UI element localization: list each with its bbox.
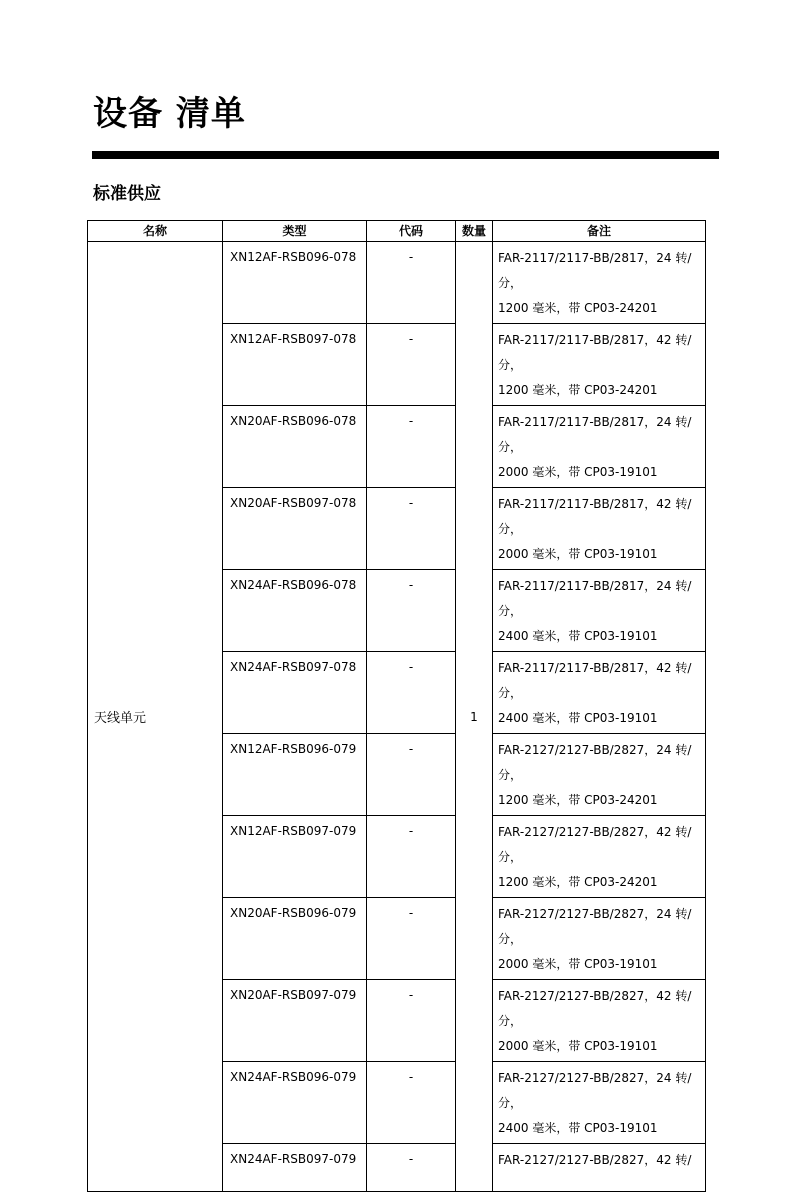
note-line: FAR-2127/2127-BB/2827，24 转/: [498, 1071, 692, 1085]
note-line: FAR-2117/2117-BB/2817，42 转/: [498, 661, 692, 675]
note-line: 2000 毫米，带 CP03-19101: [498, 1039, 658, 1053]
type-cell: XN12AF-RSB096-078: [223, 242, 367, 324]
type-cell: XN12AF-RSB096-079: [223, 734, 367, 816]
type-cell: XN20AF-RSB097-078: [223, 488, 367, 570]
note-line: 1200 毫米，带 CP03-24201: [498, 793, 658, 807]
title-divider: [92, 151, 719, 159]
equipment-table: [87, 220, 706, 1192]
type-cell: XN24AF-RSB097-079: [223, 1144, 367, 1192]
code-cell: -: [367, 1144, 456, 1192]
note-cell: [493, 570, 706, 652]
note-cell: [493, 652, 706, 734]
type-cell: XN24AF-RSB096-078: [223, 570, 367, 652]
code-cell: -: [367, 734, 456, 816]
header-name: 名称: [88, 221, 223, 242]
note-line: 2000 毫米，带 CP03-19101: [498, 957, 658, 971]
note-line: FAR-2117/2117-BB/2817，24 转/: [498, 415, 692, 429]
note-line: FAR-2127/2127-BB/2827，42 转/: [498, 989, 692, 1003]
note-cell: [493, 406, 706, 488]
note-line: 1200 毫米，带 CP03-24201: [498, 301, 658, 315]
type-cell: XN12AF-RSB097-079: [223, 816, 367, 898]
code-cell: -: [367, 652, 456, 734]
code-cell: -: [367, 570, 456, 652]
code-cell: -: [367, 816, 456, 898]
note-cell: [493, 488, 706, 570]
note-line: 1200 毫米，带 CP03-24201: [498, 383, 658, 397]
code-cell: -: [367, 324, 456, 406]
note-line: 分，: [498, 850, 523, 864]
code-cell: -: [367, 488, 456, 570]
table-header-row: [88, 221, 706, 242]
header-type: 类型: [223, 221, 367, 242]
note-cell: [493, 1062, 706, 1144]
note-line: 分，: [498, 522, 523, 536]
note-cell: [493, 980, 706, 1062]
quantity-cell: 1: [456, 242, 493, 1192]
code-cell: -: [367, 242, 456, 324]
code-cell: -: [367, 980, 456, 1062]
header-qty: 数量: [456, 221, 493, 242]
note-cell: [493, 734, 706, 816]
type-cell: XN20AF-RSB097-079: [223, 980, 367, 1062]
note-line: 2400 毫米，带 CP03-19101: [498, 711, 658, 725]
note-line: 2400 毫米，带 CP03-19101: [498, 629, 658, 643]
note-cell: [493, 1144, 706, 1192]
note-line: 1200 毫米，带 CP03-24201: [498, 875, 658, 889]
note-line: FAR-2117/2117-BB/2817，24 转/: [498, 251, 692, 265]
note-line: 分，: [498, 358, 523, 372]
note-line: FAR-2127/2127-BB/2827，24 转/: [498, 743, 692, 757]
table-row: [88, 242, 706, 324]
note-cell: [493, 242, 706, 324]
table-body: [88, 242, 706, 1192]
code-cell: -: [367, 1062, 456, 1144]
note-line: 2000 毫米，带 CP03-19101: [498, 465, 658, 479]
note-cell: [493, 816, 706, 898]
note-line: 分，: [498, 440, 523, 454]
code-cell: -: [367, 898, 456, 980]
note-line: 分，: [498, 1014, 523, 1028]
note-line: 分，: [498, 276, 523, 290]
equipment-name-cell: 天线单元: [88, 242, 223, 1192]
note-line: FAR-2117/2117-BB/2817，24 转/: [498, 579, 692, 593]
note-line: FAR-2127/2127-BB/2827，42 转/: [498, 1153, 692, 1167]
type-cell: XN24AF-RSB097-078: [223, 652, 367, 734]
note-line: 2400 毫米，带 CP03-19101: [498, 1121, 658, 1135]
type-cell: XN20AF-RSB096-079: [223, 898, 367, 980]
note-line: 分，: [498, 768, 523, 782]
note-cell: [493, 898, 706, 980]
header-note: 备注: [493, 221, 706, 242]
note-cell: [493, 324, 706, 406]
section-title: 标准供应: [93, 184, 161, 204]
note-line: FAR-2117/2117-BB/2817，42 转/: [498, 333, 692, 347]
page-title: 设备 清单: [93, 94, 246, 134]
note-line: FAR-2127/2127-BB/2827，24 转/: [498, 907, 692, 921]
note-line: 分，: [498, 932, 523, 946]
type-cell: XN24AF-RSB096-079: [223, 1062, 367, 1144]
note-line: 分，: [498, 1096, 523, 1110]
code-cell: -: [367, 406, 456, 488]
note-line: FAR-2117/2117-BB/2817，42 转/: [498, 497, 692, 511]
note-line: FAR-2127/2127-BB/2827，42 转/: [498, 825, 692, 839]
type-cell: XN12AF-RSB097-078: [223, 324, 367, 406]
note-line: 分，: [498, 604, 523, 618]
type-cell: XN20AF-RSB096-078: [223, 406, 367, 488]
note-line: 分，: [498, 686, 523, 700]
header-code: 代码: [367, 221, 456, 242]
note-line: 2000 毫米，带 CP03-19101: [498, 547, 658, 561]
